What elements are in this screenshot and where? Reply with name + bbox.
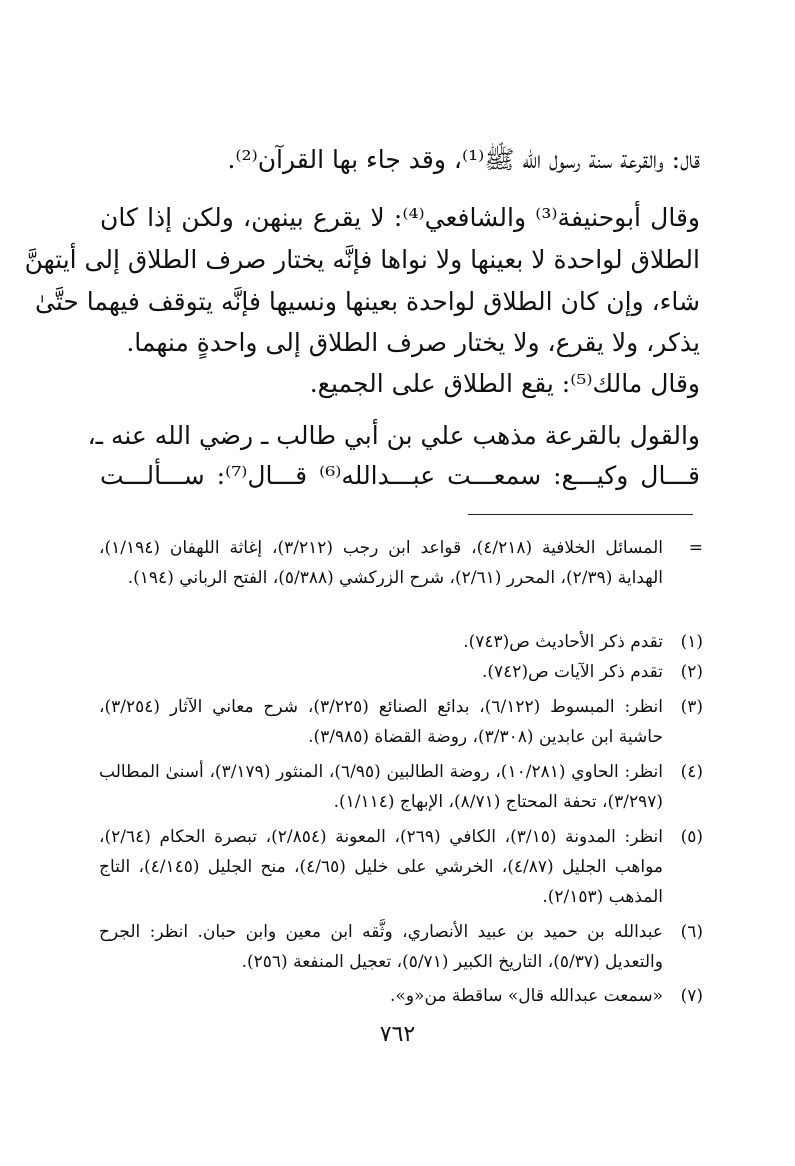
main-text-line: يذكر، ولا يقرع، ولا يختار صرف الطلاق إلى واحدةٍ منهما. [126, 328, 700, 357]
main-text-line: الطلاق لواحدة لا بعينها ولا نواها فإنَّه يختار صرف الطلاق إلى أيتهنَّ [24, 245, 700, 274]
footnote-item [99, 822, 703, 912]
main-text-line: وقال أبوحنيفة⁽³⁾ والشافعي⁽⁴⁾: لا يقرع بينهن، ولكن إذا كان [100, 203, 700, 232]
main-text-line: قال: والقرعة سنة رسول الله ﷺ⁽¹⁾، وقد جاء بها القرآن⁽²⁾. [227, 145, 700, 174]
footnote-number: (١) [680, 632, 703, 652]
footnote-item [99, 627, 703, 657]
page-number: ٧٦٢ [379, 1022, 416, 1047]
footnote-text: عبدالله بن حميد بن عبيد الأنصاري، وثَّقه ابن معين وابن حبان. انظر: الجرح والتعديل (٥/٣٧)، التاريخ الكبير (٥/٧١)، تعجيل المنفعة (٢٥٦). [99, 922, 663, 972]
main-text-line: شاء، وإن كان الطلاق لواحدة بعينها ونسيها فإنَّه يتوقف فيهما حتَّىٰ [34, 287, 700, 316]
footnote-text: تقدم ذكر الأحاديث ص(٧٤٣). [463, 632, 663, 652]
footnote-number: (٦) [680, 922, 703, 942]
footnote-item [99, 657, 703, 687]
main-text-line: وقال مالك⁽⁵⁾: يقع الطلاق على الجميع. [309, 369, 700, 398]
footnote-text: تقدم ذكر الآيات ص(٧٤٢). [481, 662, 663, 682]
main-text-line: والقول بالقرعة مذهب علي بن أبي طالب ـ رضي الله عنه ـ، [87, 421, 700, 450]
footnote-continuation [99, 533, 703, 593]
main-text-line: قـــال وكيـــع: سمعـــت عبـــدالله⁽⁶⁾ قـــال⁽⁷⁾: ســـألـــت [100, 461, 701, 490]
footnote-item [99, 917, 703, 977]
footnote-number: (٥) [680, 827, 703, 847]
footnote-number: (٣) [680, 697, 703, 717]
footnote-item [99, 757, 703, 817]
footnote-number: (٢) [680, 662, 703, 682]
footnote-text: انظر: المدونة (٣/١٥)، الكافي (٢٦٩)، المعونة (٢/٨٥٤)، تبصرة الحكام (٢/٦٤)، مواهب الجليل (٤/٨٧)، الخرشي على خليل (٤/٦٥)، منح الجليل (٤/١٤٥)، التاج المذهب (٢/١٥٣). [99, 827, 664, 907]
footnote-text: انظر: المبسوط (٦/١٢٢)، بدائع الصنائع (٣/٢٢٥)، شرح معاني الآثار (٣/٢٥٤)، حاشية ابن عابدين (٣/٣٠٨)، روضة القضاة (٣/٩٨٥). [99, 697, 663, 747]
footnote-item [99, 692, 703, 752]
footnote-number: (٧) [680, 986, 703, 1006]
footnote-separator [468, 514, 693, 515]
footnote-marker: = [688, 538, 703, 558]
footnote-number: (٤) [680, 762, 703, 782]
footnote-item [99, 981, 703, 1011]
footnote-text: انظر: الحاوي (١٠/٢٨١)، روضة الطالبين (٦/٩٥)، المنثور (٣/١٧٩)، أسنىٰ المطالب (٣/٢٩٧)، تحفة المحتاج (٨/٧١)، الإبهاج (١/١١٤). [99, 762, 664, 812]
footnote-text: «سمعت عبدالله قال» ساقطة من«و». [390, 986, 663, 1006]
footnote-text: المسائل الخلافية (٤/٢١٨)، قواعد ابن رجب (٣/٢١٢)، إغاثة اللهفان (١/١٩٤)، الهداية (٢/٣٩)، المحرر (٢/٦١)، شرح الزركشي (٥/٣٨٨)، الفتح الرباني (١٩٤). [99, 538, 664, 588]
